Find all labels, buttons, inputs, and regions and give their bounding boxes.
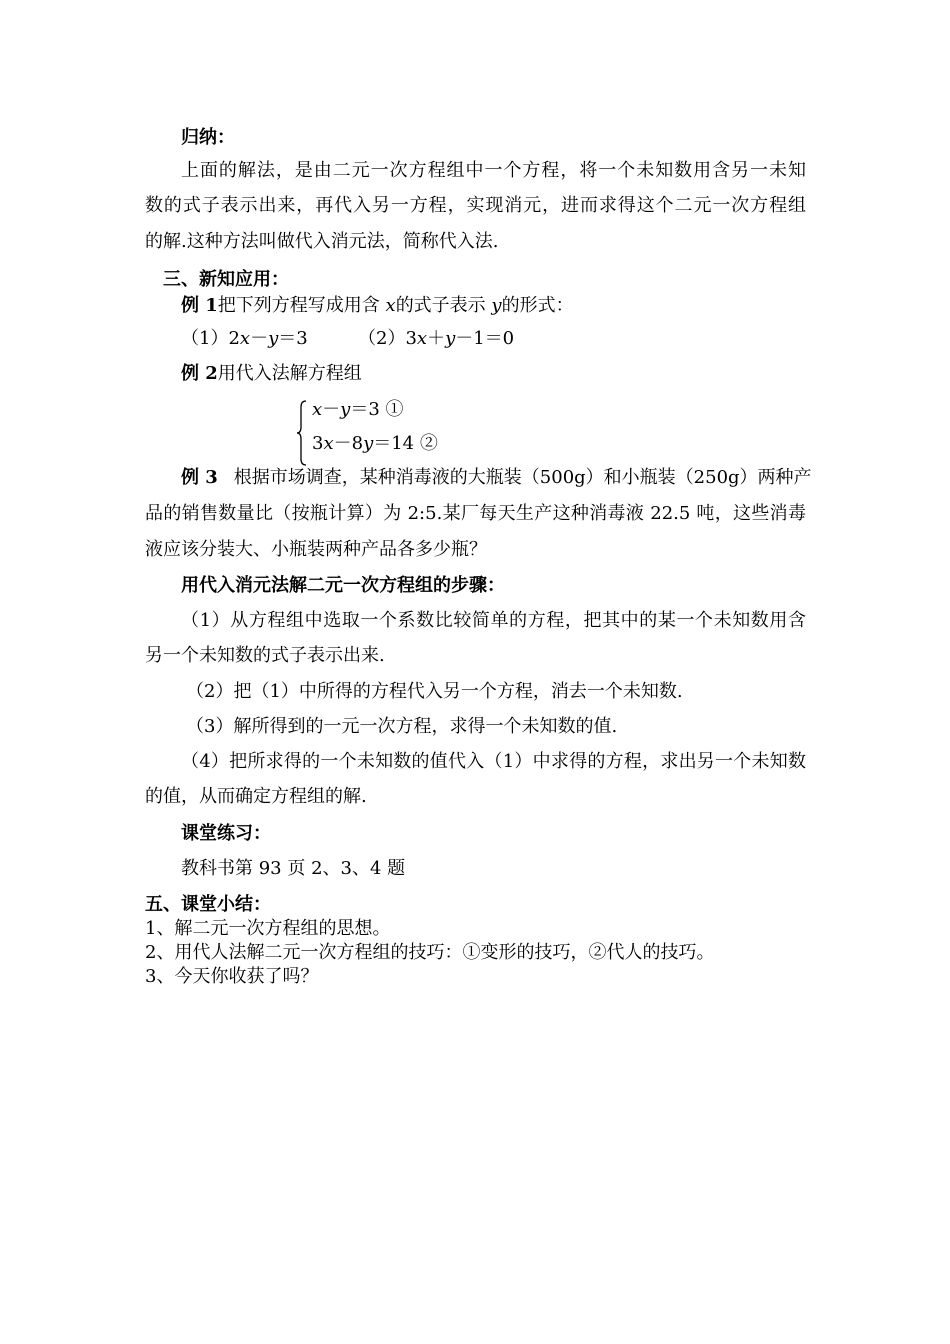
eq1-y: y (340, 399, 351, 420)
item-2-y: y (445, 328, 456, 349)
step-2: （2）把（1）中所得的方程代入另一个方程，消去一个未知数. (186, 681, 683, 702)
example-2-text: 用代入法解方程组 (217, 363, 362, 384)
example-2 (181, 362, 362, 386)
system-brace (297, 400, 307, 466)
eq1-rest: ＝3 ① (350, 399, 404, 420)
item-1-c: ＝3 (278, 328, 308, 349)
system-equation-2 (312, 432, 438, 456)
example-1-text-a: 把下列方程写成用含 (217, 295, 386, 316)
example-3-line-3: 液应该分装大、小瓶装两种产品各多少瓶？ (145, 539, 487, 560)
summary-line-3: 的解.这种方法叫做代入消元法，简称代入法. (145, 231, 499, 252)
example-3-text-1: 根据市场调查，某种消毒液的大瓶装（500g）和小瓶装（250g）两种产 (233, 467, 812, 488)
conclusion-item-3: 3、今天你收获了吗？ (145, 966, 319, 987)
eq2-y: y (363, 433, 374, 454)
eq1-mid: － (322, 399, 341, 420)
conclusion-item-2: 2、用代人法解二元一次方程组的技巧：①变形的技巧，②代人的技巧。 (145, 942, 715, 963)
eq2-rest: ＝14 ② (373, 433, 438, 454)
example-1-item-1 (181, 327, 308, 351)
eq2-a: 3 (312, 433, 324, 454)
summary-heading: 归纳： (181, 127, 235, 148)
item-1-x: x (239, 328, 251, 349)
example-1 (181, 294, 574, 318)
system-equation-1 (312, 398, 404, 422)
var-x: x (385, 295, 396, 316)
example-1-label: 例 1 (181, 295, 218, 316)
step-1-line-2: 另一个未知数的式子表示出来. (145, 645, 385, 666)
var-y: y (491, 295, 502, 316)
item-1-b: － (250, 328, 269, 349)
example-1-text-b: 的式子表示 (395, 295, 492, 316)
conclusion-item-1: 1、解二元一次方程组的思想。 (145, 918, 391, 939)
example-2-label: 例 2 (181, 363, 218, 384)
eq2-x: x (323, 433, 334, 454)
practice-text: 教科书第 93 页 2、3、4 题 (181, 858, 406, 879)
item-2-b: ＋ (427, 328, 446, 349)
steps-heading: 用代入消元法解二元一次方程组的步骤： (181, 575, 505, 596)
item-2-a: （2）3 (358, 328, 417, 349)
summary-line-1: 上面的解法，是由二元一次方程组中一个方程，将一个未知数用含另一未知 (181, 160, 806, 181)
step-4-line-1: （4）把所求得的一个未知数的值代入（1）中求得的方程，求出另一个未知数 (181, 751, 806, 772)
example-3-line-2: 品的销售数量比（按瓶计算）为 2:5.某厂每天生产这种消毒液 22.5 吨，这些消毒 (145, 503, 806, 524)
item-1-a: （1）2 (181, 328, 240, 349)
summary-line-2: 数的式子表示出来，再代入另一方程，实现消元，进而求得这个二元一次方程组 (145, 195, 806, 216)
example-1-item-2 (358, 327, 514, 351)
item-2-c: －1＝0 (455, 328, 515, 349)
step-1-line-1: （1）从方程组中选取一个系数比较简单的方程，把其中的某一个未知数用含 (181, 610, 806, 631)
section3-heading: 三、新知应用： (163, 269, 289, 290)
example-3-line-1 (181, 466, 812, 490)
item-2-x: x (416, 328, 428, 349)
step-4-line-2: 的值，从而确定方程组的解. (145, 786, 367, 807)
example-3-label: 例 3 (181, 467, 218, 488)
step-3: （3）解所得到的一元一次方程，求得一个未知数的值. (186, 716, 618, 737)
practice-heading: 课堂练习： (181, 823, 271, 844)
example-1-text-c: 的形式： (501, 295, 574, 316)
item-1-y: y (268, 328, 279, 349)
section5-heading: 五、课堂小结： (145, 894, 271, 915)
eq2-mid: －8 (333, 433, 364, 454)
eq1-x: x (312, 399, 323, 420)
